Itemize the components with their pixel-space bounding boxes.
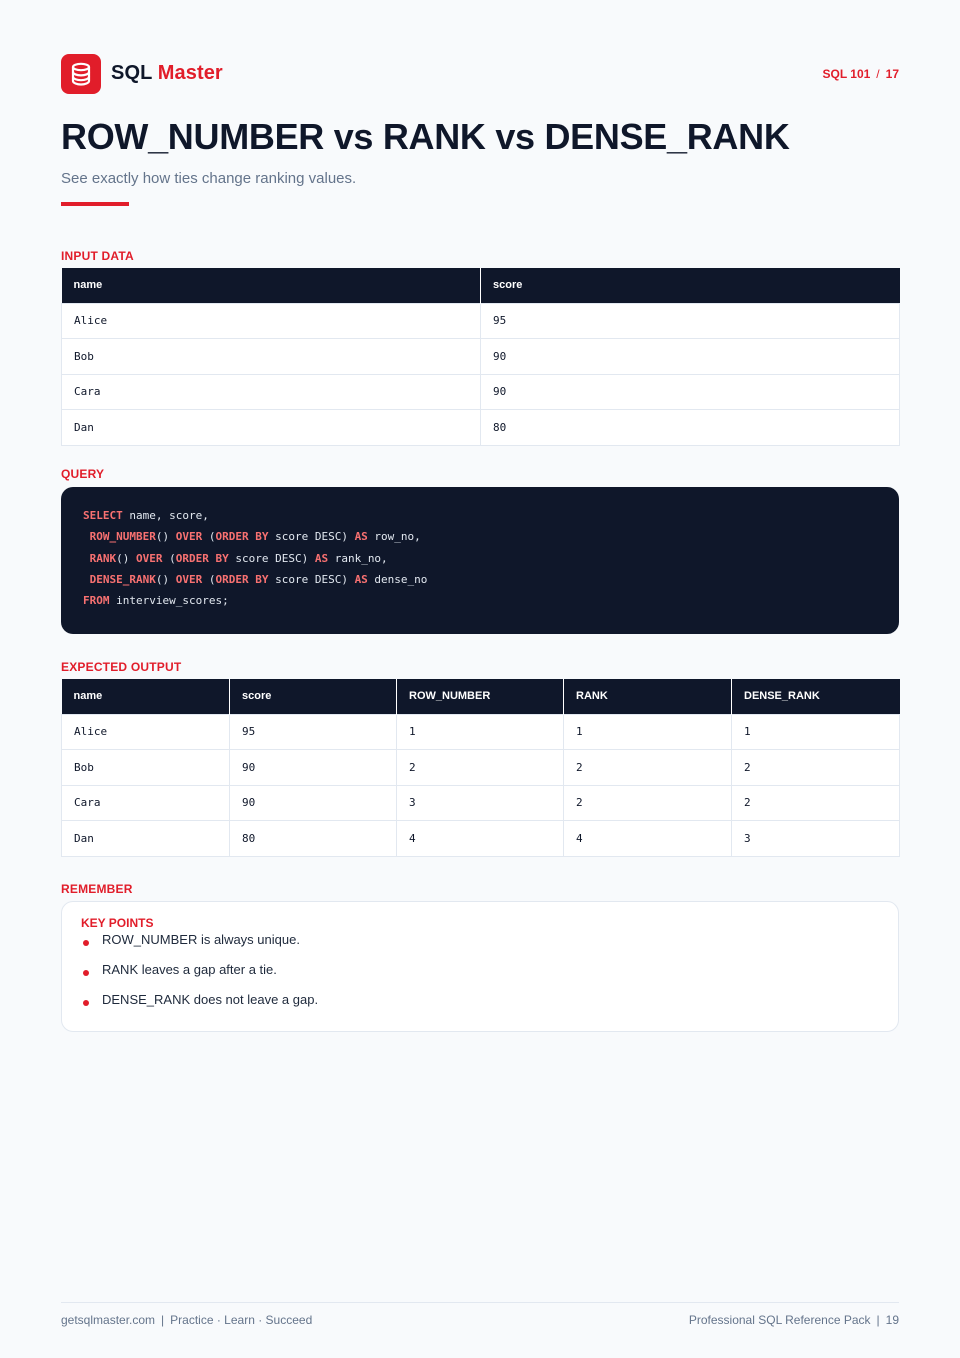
brand-accent: Master	[157, 62, 223, 84]
column-header: score	[230, 679, 397, 714]
page-title: ROW_NUMBER vs RANK vs DENSE_RANK	[61, 116, 790, 157]
footer-pack-name: Professional SQL Reference Pack	[688, 1313, 871, 1327]
key-point-item: ROW_NUMBER is always unique.	[102, 932, 300, 947]
expected-output-label: EXPECTED OUTPUT	[61, 660, 182, 674]
table-cell: 80	[230, 821, 397, 857]
footer-left: getsqlmaster.com | Practice · Learn · Succeed	[61, 1313, 313, 1327]
table-cell: 95	[481, 303, 900, 339]
logo[interactable]	[61, 54, 101, 94]
sql-text: row_no,	[367, 530, 421, 544]
table-cell: 2	[732, 750, 900, 786]
sql-code-block[interactable]	[61, 487, 899, 634]
code-line	[83, 505, 877, 526]
sql-keyword: AS	[354, 530, 368, 544]
query-label: QUERY	[61, 467, 105, 481]
table-row	[62, 714, 900, 750]
table-cell: 1	[732, 714, 900, 750]
column-header: score	[481, 268, 900, 303]
sql-keyword: ORDER BY	[215, 572, 269, 586]
sql-text: ()	[155, 530, 176, 544]
column-header: ROW_NUMBER	[397, 679, 564, 714]
sql-keyword: OVER	[175, 530, 203, 544]
code-line	[83, 569, 877, 590]
footer-right: Professional SQL Reference Pack | 19	[688, 1313, 899, 1327]
table-cell: 2	[397, 750, 564, 786]
title-accent-bar	[61, 202, 129, 206]
table-cell: Alice	[62, 303, 481, 339]
breadcrumb-course: SQL 101	[822, 67, 871, 81]
table-cell: 2	[564, 750, 732, 786]
page-subtitle: See exactly how ties change ranking values.	[61, 170, 357, 187]
table-cell: 3	[732, 821, 900, 857]
table-cell: Bob	[62, 339, 481, 375]
sql-text: (	[162, 551, 176, 565]
table-cell: 4	[564, 821, 732, 857]
table-cell: Dan	[62, 410, 481, 446]
table-cell: 90	[481, 339, 900, 375]
table-cell: Cara	[62, 374, 481, 410]
sql-text: dense_no	[367, 572, 428, 586]
expected-output-table	[61, 679, 900, 857]
table-row	[62, 410, 900, 446]
input-data-table	[61, 268, 900, 446]
sql-text: ()	[116, 551, 136, 565]
sql-text: score DESC)	[268, 572, 355, 586]
column-header: name	[62, 679, 230, 714]
breadcrumb-separator: /	[876, 67, 880, 81]
sql-keyword: OVER	[136, 551, 163, 565]
brand-name[interactable]	[111, 62, 223, 85]
table-cell: 90	[230, 750, 397, 786]
database-icon	[70, 62, 92, 86]
table-cell: Cara	[62, 785, 230, 821]
table-cell: 1	[397, 714, 564, 750]
sql-keyword: SELECT	[83, 509, 123, 522]
table-row	[62, 339, 900, 375]
bullet-icon	[83, 940, 89, 946]
code-line	[83, 548, 877, 569]
table-header-row	[62, 268, 900, 303]
table-cell: 4	[397, 821, 564, 857]
table-cell: 80	[481, 410, 900, 446]
key-point-item: DENSE_RANK does not leave a gap.	[102, 992, 319, 1007]
table-cell: 90	[230, 785, 397, 821]
bullet-icon	[83, 970, 89, 976]
input-data-label: INPUT DATA	[61, 249, 134, 263]
table-row	[62, 374, 900, 410]
table-row	[62, 821, 900, 857]
sql-keyword: ROW_NUMBER	[89, 530, 156, 544]
sql-text: ()	[155, 572, 176, 586]
sql-text: (	[202, 530, 216, 544]
bullet-icon	[83, 1000, 89, 1006]
column-header: name	[62, 268, 481, 303]
table-cell: Alice	[62, 714, 230, 750]
sql-text: score DESC)	[268, 530, 355, 544]
sql-keyword: ORDER BY	[175, 551, 229, 565]
code-line	[83, 590, 877, 611]
column-header: DENSE_RANK	[732, 679, 900, 714]
footer-page-number: 19	[885, 1313, 899, 1327]
key-points-box	[61, 901, 899, 1032]
brand-primary: SQL	[111, 62, 153, 84]
sql-text: (	[202, 572, 216, 586]
sql-text: rank_no,	[328, 551, 388, 565]
table-cell: 2	[732, 785, 900, 821]
column-header: RANK	[564, 679, 732, 714]
key-points-title: KEY POINTS	[81, 916, 154, 930]
sql-text: interview_scores;	[109, 594, 229, 608]
key-point-item: RANK leaves a gap after a tie.	[102, 962, 277, 977]
table-cell: 95	[230, 714, 397, 750]
header	[61, 54, 899, 94]
breadcrumb	[822, 67, 899, 81]
table-row	[62, 303, 900, 339]
footer-divider	[61, 1302, 899, 1303]
breadcrumb-page: 17	[885, 67, 899, 81]
remember-label: REMEMBER	[61, 882, 133, 896]
sql-keyword: RANK	[89, 551, 117, 565]
sql-text: score DESC)	[228, 551, 315, 565]
sql-keyword: AS	[314, 551, 329, 565]
table-cell: 1	[564, 714, 732, 750]
table-cell: Bob	[62, 750, 230, 786]
table-cell: 3	[397, 785, 564, 821]
sql-keyword: OVER	[175, 572, 203, 586]
sql-text: name, score,	[122, 509, 209, 522]
sql-keyword: ORDER BY	[215, 530, 269, 544]
footer-site-link[interactable]: getsqlmaster.com	[61, 1313, 156, 1327]
page	[61, 0, 899, 1358]
table-cell: 2	[564, 785, 732, 821]
table-row	[62, 750, 900, 786]
code-line	[83, 526, 877, 547]
sql-keyword: AS	[354, 572, 368, 586]
table-cell: 90	[481, 374, 900, 410]
sql-keyword: FROM	[83, 594, 110, 608]
table-row	[62, 785, 900, 821]
footer-tagline: Practice · Learn · Succeed	[170, 1313, 313, 1327]
sql-keyword: DENSE_RANK	[89, 572, 156, 586]
table-cell: Dan	[62, 821, 230, 857]
table-header-row	[62, 679, 900, 714]
